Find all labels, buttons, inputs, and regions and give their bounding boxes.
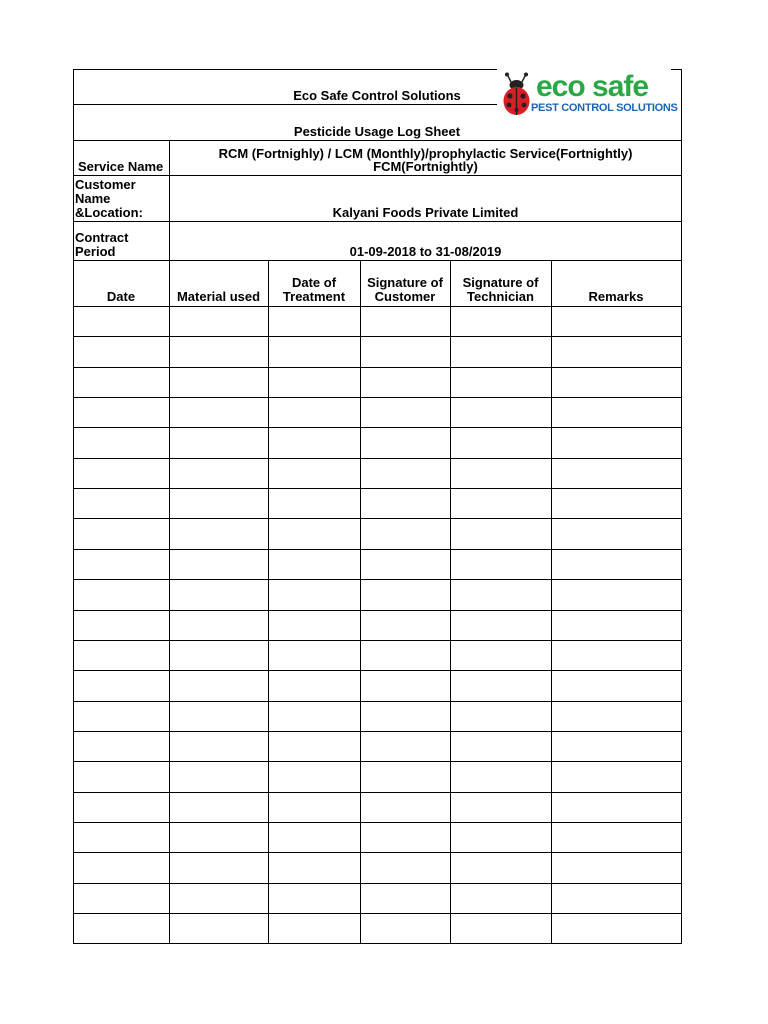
table-cell[interactable] xyxy=(269,702,360,731)
table-cell[interactable] xyxy=(451,428,551,458)
table-cell[interactable] xyxy=(361,853,450,883)
table-cell[interactable] xyxy=(552,611,681,640)
table-cell[interactable] xyxy=(451,489,551,518)
table-cell[interactable] xyxy=(170,732,268,761)
company-name: Eco Safe Control Solutions xyxy=(293,88,461,103)
table-cell[interactable] xyxy=(269,337,360,367)
table-cell[interactable] xyxy=(552,702,681,731)
table-cell[interactable] xyxy=(451,641,551,670)
table-cell[interactable] xyxy=(552,762,681,792)
table-cell[interactable] xyxy=(74,611,169,640)
table-cell[interactable] xyxy=(361,671,450,701)
table-cell[interactable] xyxy=(552,489,681,518)
table-cell[interactable] xyxy=(361,914,450,943)
table-cell[interactable] xyxy=(74,459,169,488)
table-header-line1: Signature of xyxy=(462,275,539,290)
service-name-value-line2: FCM(Fortnightly) xyxy=(373,159,478,174)
table-cell[interactable] xyxy=(451,762,551,792)
table-cell[interactable] xyxy=(451,914,551,943)
table-cell[interactable] xyxy=(170,307,268,336)
table-cell[interactable] xyxy=(361,580,450,610)
contract-label-line2: Period xyxy=(75,244,116,259)
table-cell[interactable] xyxy=(451,884,551,913)
table-cell[interactable] xyxy=(451,519,551,549)
table-cell[interactable] xyxy=(170,793,268,822)
table-cell[interactable] xyxy=(552,368,681,397)
table-cell[interactable] xyxy=(269,793,360,822)
service-name-value-line1: RCM (Fortnighly) / LCM (Monthly)/prophylactic Service(Fortnightly) xyxy=(218,146,633,161)
service-name-label: Service Name xyxy=(78,159,164,174)
table-cell[interactable] xyxy=(170,853,268,883)
customer-divider xyxy=(73,221,682,222)
table-cell[interactable] xyxy=(269,580,360,610)
table-cell[interactable] xyxy=(74,732,169,761)
table-cell[interactable] xyxy=(451,793,551,822)
table-cell[interactable] xyxy=(552,580,681,610)
table-cell[interactable] xyxy=(361,519,450,549)
table-cell[interactable] xyxy=(269,611,360,640)
table-cell[interactable] xyxy=(361,823,450,852)
table-cell[interactable] xyxy=(74,853,169,883)
table-cell[interactable] xyxy=(269,368,360,397)
table-cell[interactable] xyxy=(269,884,360,913)
customer-label-line1: Customer xyxy=(75,177,136,192)
table-cell[interactable] xyxy=(361,428,450,458)
logo-tagline: PEST CONTROL SOLUTIONS xyxy=(531,102,678,114)
table-cell[interactable] xyxy=(451,550,551,579)
table-cell[interactable] xyxy=(269,732,360,761)
customer-label-line2: Name xyxy=(75,191,111,206)
table-cell[interactable] xyxy=(552,793,681,822)
table-cell[interactable] xyxy=(552,884,681,913)
table-cell[interactable] xyxy=(269,307,360,336)
table-cell[interactable] xyxy=(552,307,681,336)
contract-period-value: 01-09-2018 to 31-08/2019 xyxy=(349,244,502,259)
table-header-line2: Remarks xyxy=(588,289,644,304)
table-cell[interactable] xyxy=(170,489,268,518)
table-cell[interactable] xyxy=(552,459,681,488)
customer-name-value: Kalyani Foods Private Limited xyxy=(332,205,519,220)
table-cell[interactable] xyxy=(170,762,268,792)
table-cell[interactable] xyxy=(170,884,268,913)
table-cell[interactable] xyxy=(361,398,450,427)
sheet-title: Pesticide Usage Log Sheet xyxy=(293,124,461,139)
table-cell[interactable] xyxy=(552,641,681,670)
table-header-line2: Date xyxy=(106,289,136,304)
table-cell[interactable] xyxy=(170,398,268,427)
table-cell[interactable] xyxy=(451,823,551,852)
table-cell[interactable] xyxy=(170,641,268,670)
table-cell[interactable] xyxy=(361,550,450,579)
table-cell[interactable] xyxy=(170,519,268,549)
table-cell[interactable] xyxy=(451,398,551,427)
table-cell[interactable] xyxy=(269,489,360,518)
table-cell[interactable] xyxy=(269,823,360,852)
table-cell[interactable] xyxy=(552,914,681,943)
table-cell[interactable] xyxy=(451,671,551,701)
table-cell[interactable] xyxy=(451,337,551,367)
table-cell[interactable] xyxy=(269,519,360,549)
table-cell[interactable] xyxy=(552,823,681,852)
table-cell[interactable] xyxy=(552,550,681,579)
eco-safe-logo xyxy=(500,70,678,122)
table-cell[interactable] xyxy=(269,641,360,670)
table-cell[interactable] xyxy=(170,671,268,701)
table-cell[interactable] xyxy=(361,793,450,822)
table-cell[interactable] xyxy=(552,398,681,427)
ladybug-icon xyxy=(500,72,534,118)
table-cell[interactable] xyxy=(170,368,268,397)
table-cell[interactable] xyxy=(170,550,268,579)
service-divider xyxy=(73,175,682,176)
table-cell[interactable] xyxy=(74,398,169,427)
table-header-line1: Signature of xyxy=(367,275,443,290)
table-cell[interactable] xyxy=(74,914,169,943)
table-cell[interactable] xyxy=(361,459,450,488)
table-cell[interactable] xyxy=(361,337,450,367)
table-cell[interactable] xyxy=(74,671,169,701)
table-cell[interactable] xyxy=(361,884,450,913)
frame-right-border xyxy=(681,69,682,943)
table-cell[interactable] xyxy=(361,307,450,336)
table-cell[interactable] xyxy=(170,580,268,610)
table-cell[interactable] xyxy=(170,337,268,367)
table-cell[interactable] xyxy=(74,702,169,731)
table-cell[interactable] xyxy=(361,489,450,518)
header-divider xyxy=(73,104,497,105)
logo-brand-text: eco safe xyxy=(536,70,649,103)
table-cell[interactable] xyxy=(361,762,450,792)
table-cell[interactable] xyxy=(269,459,360,488)
title-divider xyxy=(73,140,682,141)
table-cell[interactable] xyxy=(552,671,681,701)
table-header-line2: Customer xyxy=(374,289,436,304)
customer-label-line3: &Location: xyxy=(75,205,143,220)
table-cell[interactable] xyxy=(361,641,450,670)
table-cell[interactable] xyxy=(170,611,268,640)
table-cell[interactable] xyxy=(170,914,268,943)
frame-top-border xyxy=(73,69,497,70)
table-cell[interactable] xyxy=(74,307,169,336)
table-cell[interactable] xyxy=(269,762,360,792)
table-cell[interactable] xyxy=(74,884,169,913)
table-row-divider xyxy=(73,943,682,944)
table-cell[interactable] xyxy=(451,459,551,488)
table-cell[interactable] xyxy=(451,368,551,397)
table-cell[interactable] xyxy=(269,428,360,458)
table-cell[interactable] xyxy=(74,368,169,397)
table-cell[interactable] xyxy=(74,641,169,670)
table-cell[interactable] xyxy=(74,793,169,822)
table-cell[interactable] xyxy=(269,550,360,579)
table-cell[interactable] xyxy=(170,459,268,488)
table-cell[interactable] xyxy=(451,307,551,336)
table-cell[interactable] xyxy=(74,550,169,579)
table-cell[interactable] xyxy=(74,489,169,518)
table-cell[interactable] xyxy=(552,337,681,367)
table-cell[interactable] xyxy=(269,914,360,943)
table-cell[interactable] xyxy=(361,368,450,397)
table-cell[interactable] xyxy=(451,702,551,731)
table-cell[interactable] xyxy=(451,732,551,761)
table-cell[interactable] xyxy=(74,823,169,852)
table-cell[interactable] xyxy=(74,519,169,549)
table-header-line2: Treatment xyxy=(282,289,346,304)
table-cell[interactable] xyxy=(361,611,450,640)
table-header-line1: Date of xyxy=(291,275,337,290)
table-cell[interactable] xyxy=(74,428,169,458)
table-cell[interactable] xyxy=(552,519,681,549)
contract-divider xyxy=(73,260,682,261)
table-cell[interactable] xyxy=(552,428,681,458)
table-header-line2: Technician xyxy=(467,289,534,304)
table-cell[interactable] xyxy=(552,732,681,761)
table-cell[interactable] xyxy=(451,580,551,610)
table-cell[interactable] xyxy=(552,853,681,883)
table-cell[interactable] xyxy=(170,702,268,731)
table-cell[interactable] xyxy=(269,671,360,701)
table-cell[interactable] xyxy=(170,428,268,458)
contract-label-line1: Contract xyxy=(75,230,129,245)
table-cell[interactable] xyxy=(170,823,268,852)
table-header-line2: Material used xyxy=(176,289,261,304)
table-cell[interactable] xyxy=(269,853,360,883)
table-cell[interactable] xyxy=(451,611,551,640)
table-cell[interactable] xyxy=(74,762,169,792)
table-cell[interactable] xyxy=(361,732,450,761)
table-cell[interactable] xyxy=(269,398,360,427)
table-cell[interactable] xyxy=(451,853,551,883)
table-cell[interactable] xyxy=(361,702,450,731)
table-cell[interactable] xyxy=(74,580,169,610)
table-cell[interactable] xyxy=(74,337,169,367)
